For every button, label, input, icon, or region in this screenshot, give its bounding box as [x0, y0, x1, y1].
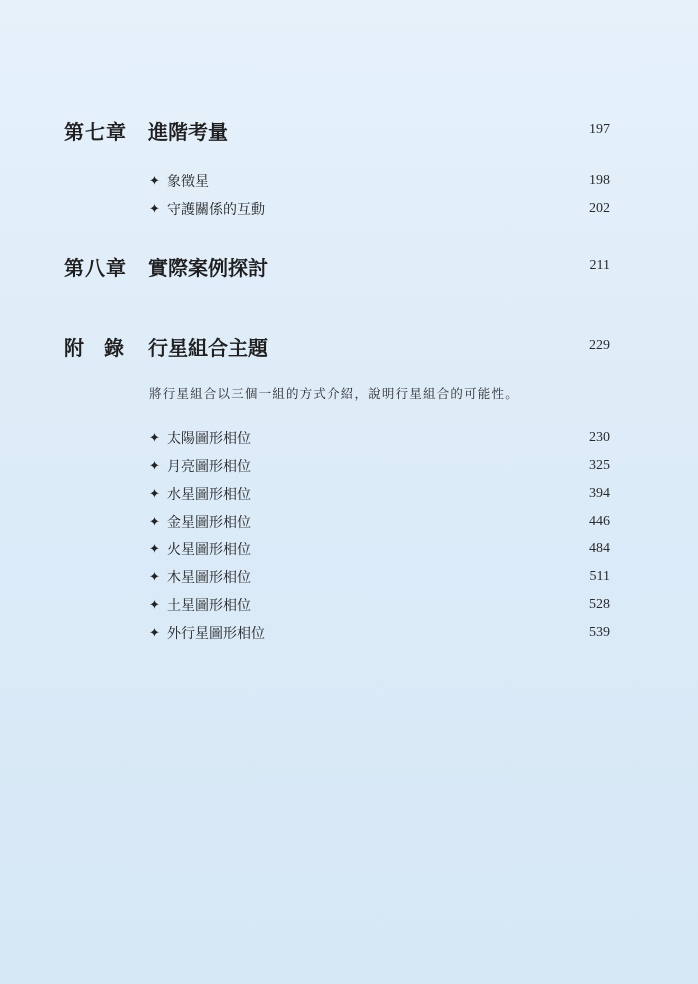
- star-bullet-icon: ✦: [149, 486, 160, 502]
- item-page-number: 528: [589, 597, 610, 612]
- toc-chapter-8: [64, 251, 610, 281]
- toc-item: [149, 594, 610, 616]
- item-page-number: 511: [589, 569, 610, 584]
- item-page-number: 394: [589, 486, 610, 501]
- appendix-description: 將行星組合以三個一組的方式介紹，說明行星組合的可能性。: [149, 386, 519, 401]
- chapter-title: 進階考量: [148, 119, 228, 144]
- item-label: 金星圖形相位: [167, 515, 251, 531]
- item-label: 月亮圖形相位: [167, 459, 251, 475]
- item-label: 守護關係的互動: [167, 202, 265, 218]
- star-bullet-icon: ✦: [149, 625, 160, 641]
- toc-item: [149, 427, 610, 449]
- appendix-label: [64, 332, 124, 361]
- item-page-number: 230: [589, 430, 610, 445]
- item-label: 水星圖形相位: [167, 487, 251, 503]
- star-bullet-icon: ✦: [149, 458, 160, 474]
- toc-item: [149, 566, 610, 588]
- item-page-number: 202: [589, 201, 610, 216]
- item-label: 象徵星: [167, 174, 209, 190]
- chapter-label: 第八章: [64, 255, 127, 280]
- chapter-label: 第七章: [64, 119, 127, 144]
- chapter-page-number: 211: [589, 258, 610, 273]
- item-page-number: 198: [589, 173, 610, 188]
- toc-item: [149, 483, 610, 505]
- star-bullet-icon: ✦: [149, 541, 160, 557]
- star-bullet-icon: ✦: [149, 597, 160, 613]
- item-page-number: 446: [589, 514, 610, 529]
- appendix-label-char: 錄: [104, 335, 124, 360]
- star-bullet-icon: ✦: [149, 514, 160, 530]
- star-bullet-icon: ✦: [149, 569, 160, 585]
- star-bullet-icon: ✦: [149, 201, 160, 217]
- toc-item: [149, 511, 610, 533]
- item-page-number: 539: [589, 625, 610, 640]
- item-label: 火星圖形相位: [167, 542, 251, 558]
- chapter-title: 行星組合主題: [148, 335, 268, 360]
- chapter-page-number: 197: [589, 122, 610, 137]
- toc-item: [149, 455, 610, 477]
- toc-item: [149, 198, 610, 220]
- item-label: 太陽圖形相位: [167, 431, 251, 447]
- item-label: 土星圖形相位: [167, 598, 251, 614]
- toc-chapter-7: [64, 115, 610, 145]
- toc-item: [149, 170, 610, 192]
- item-label: 木星圖形相位: [167, 570, 251, 586]
- item-page-number: 325: [589, 458, 610, 473]
- toc-item: [149, 622, 610, 644]
- chapter-page-number: 229: [589, 338, 610, 353]
- star-bullet-icon: ✦: [149, 430, 160, 446]
- chapter-title: 實際案例探討: [148, 255, 268, 280]
- toc-appendix: [64, 331, 610, 361]
- item-page-number: 484: [589, 541, 610, 556]
- toc-item: [149, 538, 610, 560]
- appendix-label-char: 附: [64, 335, 84, 360]
- item-label: 外行星圖形相位: [167, 626, 265, 642]
- star-bullet-icon: ✦: [149, 173, 160, 189]
